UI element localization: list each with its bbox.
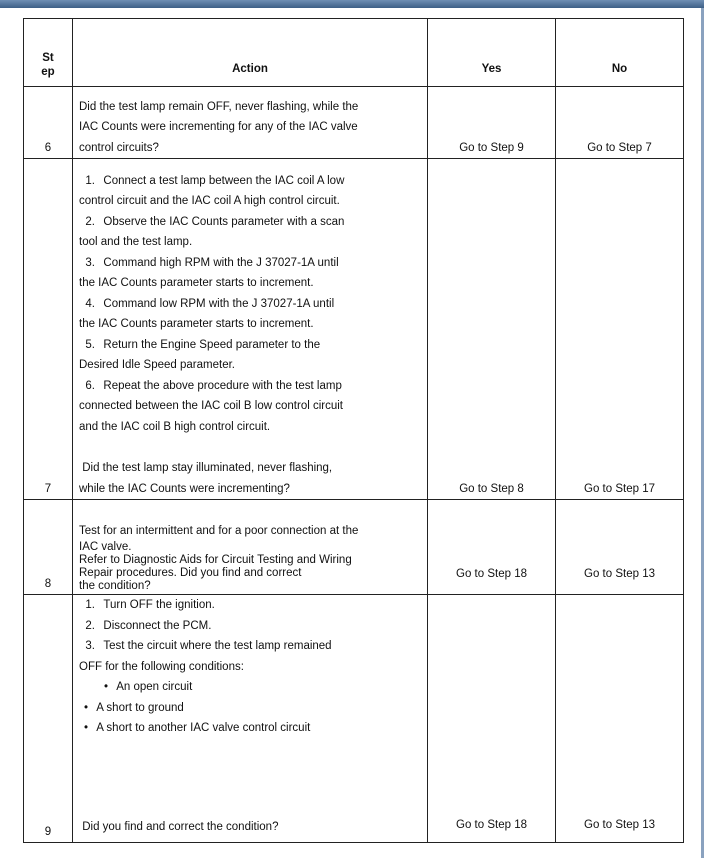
yes-cell: Go to Step 18 — [428, 500, 556, 595]
diagnostic-table — [23, 18, 684, 843]
action-cell: 1. Connect a test lamp between the IAC coil A low control circuit and the IAC coil A high control circuit. 2. Observe the IAC Counts parameter with a scan tool and the test lamp. 3. Command high RPM with the J 37027-1A until the IAC Counts parameter starts to increment. 4. Command low RPM with the J 37027-1A until the IAC Counts parameter starts to increment. 5. Return the Engine Speed parameter to the Desired Idle Speed parameter. 6. Repeat the above procedure with the test lamp connected between the IAC coil B low control circuit and the IAC coil B high control circuit. Did the test lamp stay illuminated, never flashing, while the IAC Counts were incrementing? — [73, 159, 428, 500]
step-number: 8 — [24, 500, 73, 595]
table-row-step-6 — [24, 87, 684, 159]
table-row-step-7 — [24, 159, 684, 500]
yes-cell: Go to Step 9 — [428, 87, 556, 159]
no-cell: Go to Step 13 — [556, 595, 684, 843]
header-no: No — [556, 19, 684, 87]
action-cell: Did the test lamp remain OFF, never flashing, while the IAC Counts were incrementing for any of the IAC valve control circuits? — [73, 87, 428, 159]
bullet-icon: • — [103, 681, 109, 693]
step-number: 7 — [24, 159, 73, 500]
yes-cell: Go to Step 8 — [428, 159, 556, 500]
table-row-step-9 — [24, 595, 684, 843]
header-action: Action — [73, 19, 428, 87]
step-number: 9 — [24, 595, 73, 843]
bullet-icon: • — [83, 722, 89, 734]
header-step: St ep — [24, 19, 73, 87]
header-row — [24, 19, 684, 87]
window-title-bar — [0, 0, 704, 8]
action-cell: Test for an intermittent and for a poor connection at the IAC valve. Refer to Diagnostic Aids for Circuit Testing and Wiring Repair procedures. Did you find and correct the condition? — [73, 500, 428, 595]
yes-cell: Go to Step 18 — [428, 595, 556, 843]
header-yes: Yes — [428, 19, 556, 87]
step-number: 6 — [24, 87, 73, 159]
bullet-icon: • — [83, 701, 89, 714]
no-cell: Go to Step 7 — [556, 87, 684, 159]
no-cell: Go to Step 13 — [556, 500, 684, 595]
no-cell: Go to Step 17 — [556, 159, 684, 500]
table-row-step-8 — [24, 500, 684, 595]
action-cell: 1. Turn OFF the ignition. 2. Disconnect the PCM. 3. Test the circuit where the test lamp remained OFF for the following conditions: • An open circuit • A short to ground • A short to another IAC valve control circuit Did you find and correct the condition? — [73, 595, 428, 843]
